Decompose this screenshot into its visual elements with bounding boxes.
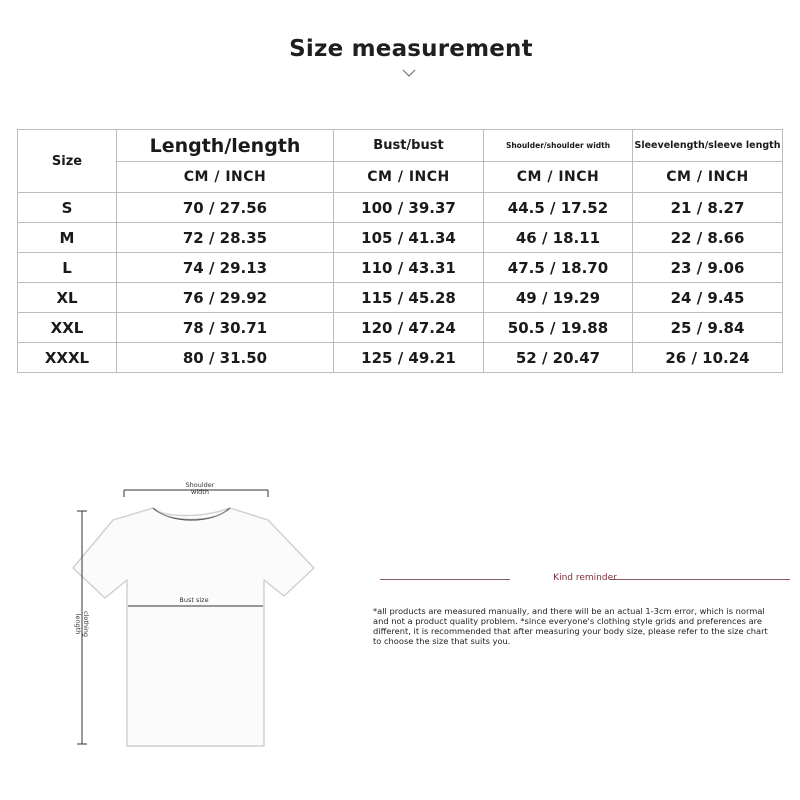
shoulder-cell: 49 / 19.29 [484, 283, 633, 313]
size-cell: S [18, 193, 117, 223]
sleeve-cell: 21 / 8.27 [633, 193, 783, 223]
table-row [18, 193, 783, 223]
length-cell: 74 / 29.13 [117, 253, 334, 283]
size-cell: XXL [18, 313, 117, 343]
length-cell: 72 / 28.35 [117, 223, 334, 253]
shoulder-cell: 50.5 / 19.88 [484, 313, 633, 343]
shoulder-width-label-2: width [191, 488, 209, 496]
bust-column-header: Bust/bust [334, 130, 484, 162]
length-cell: 76 / 29.92 [117, 283, 334, 313]
size-cell: M [18, 223, 117, 253]
length-cell: 80 / 31.50 [117, 343, 334, 373]
length-cell: 70 / 27.56 [117, 193, 334, 223]
page-title: Size measurement [289, 36, 533, 62]
chevron-down-icon [401, 68, 417, 78]
kind-reminder-label: Kind reminder [553, 573, 617, 583]
bust-cell: 120 / 47.24 [334, 313, 484, 343]
shoulder-unit: CM / INCH [484, 162, 633, 193]
bust-cell: 110 / 43.31 [334, 253, 484, 283]
sleeve-cell: 25 / 9.84 [633, 313, 783, 343]
bust-cell: 115 / 45.28 [334, 283, 484, 313]
sleeve-cell: 24 / 9.45 [633, 283, 783, 313]
shoulder-column-header: Shoulder/shoulder width [484, 130, 633, 162]
size-column-header: Size [18, 130, 117, 193]
length-cell: 78 / 30.71 [117, 313, 334, 343]
shoulder-width-label-1: Shoulder [185, 481, 215, 489]
shoulder-cell: 52 / 20.47 [484, 343, 633, 373]
length-column-header: Length/length [117, 130, 334, 162]
table-row [18, 253, 783, 283]
reminder-note: *all products are measured manually, and there will be an actual 1-3cm error, which is normal and not a product quality problem. *since everyone's clothing style grids and preferences are different, it is recommended that after measuring your body size, please refer to the size chart to choose the size that suits you. [373, 606, 768, 646]
shoulder-cell: 47.5 / 18.70 [484, 253, 633, 283]
tshirt-outline [73, 508, 314, 746]
length-unit: CM / INCH [117, 162, 334, 193]
size-chart-table [17, 129, 783, 373]
kind-reminder-heading [380, 570, 790, 590]
shoulder-cell: 46 / 18.11 [484, 223, 633, 253]
bust-unit: CM / INCH [334, 162, 484, 193]
sleeve-cell: 22 / 8.66 [633, 223, 783, 253]
clothing-length-label-1: clothing [82, 610, 90, 638]
table-row [18, 223, 783, 253]
table-row [18, 343, 783, 373]
sleeve-column-header: Sleevelength/sleeve length [633, 130, 783, 162]
sleeve-cell: 26 / 10.24 [633, 343, 783, 373]
table-header-row [18, 130, 783, 162]
table-row [18, 283, 783, 313]
bust-cell: 105 / 41.34 [334, 223, 484, 253]
bust-cell: 125 / 49.21 [334, 343, 484, 373]
bust-cell: 100 / 39.37 [334, 193, 484, 223]
sleeve-unit: CM / INCH [633, 162, 783, 193]
tshirt-measurement-diagram [0, 470, 360, 770]
sleeve-cell: 23 / 9.06 [633, 253, 783, 283]
size-cell: XL [18, 283, 117, 313]
clothing-length-label-2: length [74, 613, 82, 635]
bust-size-label: Bust size [179, 596, 209, 604]
shoulder-cell: 44.5 / 17.52 [484, 193, 633, 223]
size-cell: L [18, 253, 117, 283]
size-cell: XXXL [18, 343, 117, 373]
table-unit-row [18, 162, 783, 193]
table-row [18, 313, 783, 343]
